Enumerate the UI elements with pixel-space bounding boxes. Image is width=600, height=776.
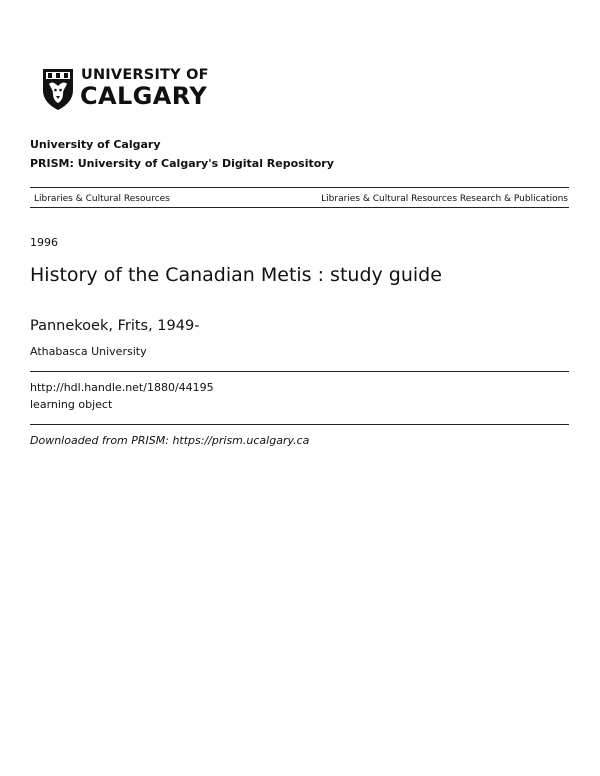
resource-type: learning object bbox=[30, 398, 113, 411]
collection-community[interactable]: Libraries & Cultural Resources bbox=[34, 194, 170, 204]
handle-link[interactable]: http://hdl.handle.net/1880/44195 bbox=[30, 381, 214, 394]
download-notice: Downloaded from PRISM: https://prism.ucalgary.ca bbox=[30, 434, 310, 447]
crest-icon bbox=[40, 66, 76, 112]
author-name: Pannekoek, Frits, 1949- bbox=[30, 318, 200, 334]
divider-bottom bbox=[30, 424, 569, 425]
publisher-name: Athabasca University bbox=[30, 345, 147, 358]
logo-text-line2: CALGARY bbox=[80, 82, 208, 110]
publication-year: 1996 bbox=[30, 236, 58, 249]
university-logo bbox=[40, 66, 210, 116]
divider-top bbox=[30, 187, 569, 188]
divider-collections bbox=[30, 207, 569, 208]
repository-name: PRISM: University of Calgary's Digital Repository bbox=[30, 157, 334, 170]
collection-name[interactable]: Libraries & Cultural Resources Research & Publications bbox=[321, 194, 568, 204]
logo-text-line1: UNIVERSITY OF bbox=[81, 67, 209, 83]
institution-name: University of Calgary bbox=[30, 138, 161, 151]
document-title: History of the Canadian Metis : study guide bbox=[30, 264, 442, 286]
divider-record bbox=[30, 371, 569, 372]
